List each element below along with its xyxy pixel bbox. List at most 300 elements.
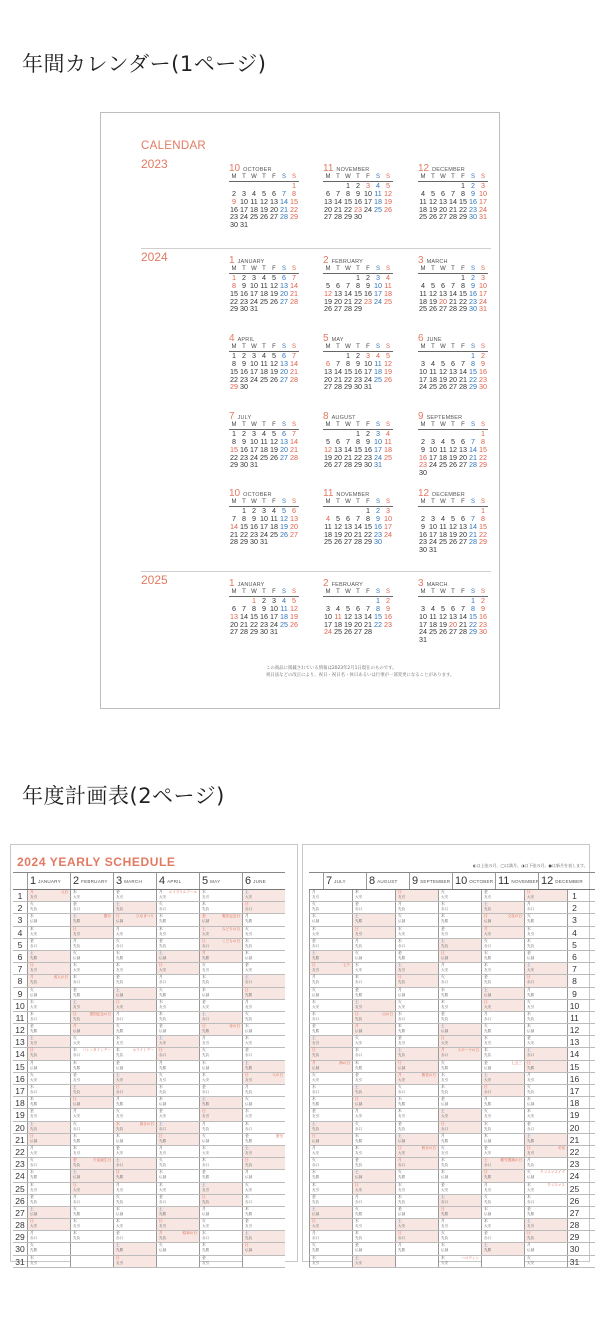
day-number: 8 — [471, 358, 475, 368]
weekday-mark: 水 — [73, 1132, 77, 1138]
day-cell — [242, 927, 285, 938]
weekday-label: T — [239, 344, 249, 352]
weekday-mark: 火 — [398, 1084, 402, 1089]
schedule-day-row — [309, 1122, 595, 1134]
day-cell — [199, 951, 242, 962]
rokuyo-label: 赤口 — [159, 907, 167, 912]
rokuyo-label: 仏滅 — [527, 1175, 535, 1180]
day-number: 6 — [356, 603, 360, 613]
day-number: 17 — [364, 366, 372, 376]
event-label: 元日 — [60, 890, 68, 894]
day-cell — [438, 1195, 481, 1206]
day-cell — [242, 1122, 285, 1133]
rokuyo-label: 先負 — [398, 980, 406, 985]
weekday-label: F — [269, 499, 279, 507]
weekday-mark: 月 — [116, 1181, 120, 1187]
day-number: 15 — [479, 444, 487, 454]
weekday-mark: 日 — [73, 925, 77, 931]
day-number: 9 — [356, 188, 360, 198]
day-number: 26 — [15, 1195, 25, 1206]
day-number: 18 — [384, 444, 392, 454]
day-number: 30 — [240, 304, 248, 314]
day-cell — [113, 902, 156, 913]
day-number: 13 — [354, 611, 362, 621]
day-cell — [156, 1036, 199, 1047]
rokuyo-label: 仏滅 — [116, 1211, 124, 1216]
day-number: 1 — [461, 180, 465, 190]
day-number: 8 — [567, 975, 581, 986]
day-number: 3 — [386, 505, 390, 515]
weekday-label: T — [353, 266, 363, 274]
day-number: 31 — [260, 537, 268, 547]
weekday-mark: 火 — [159, 1157, 163, 1163]
day-number: 4 — [376, 350, 380, 360]
day-cell — [113, 1085, 156, 1096]
day-cell — [309, 1256, 352, 1267]
rokuyo-label: 大安 — [159, 1114, 167, 1119]
day-number: 25 — [260, 452, 268, 462]
day-cell — [156, 939, 199, 950]
month-header — [418, 333, 492, 344]
day-number: 14 — [344, 288, 352, 298]
weekday-mark: 土 — [355, 998, 359, 1004]
day-number: 8 — [232, 358, 236, 368]
day-number: 12 — [429, 288, 437, 298]
weekday-mark: 金 — [398, 1205, 402, 1211]
day-cell — [309, 1085, 352, 1096]
day-number: 20 — [280, 444, 288, 454]
rokuyo-label: 仏滅 — [202, 1138, 210, 1143]
day-cell — [113, 1036, 156, 1047]
day-number: 19 — [449, 452, 457, 462]
day-number: 5 — [386, 180, 390, 190]
day-cell — [481, 1012, 524, 1023]
day-number: 2 — [242, 428, 246, 438]
rokuyo-label: 赤口 — [355, 1126, 363, 1131]
event-label: 成人の日 — [53, 975, 68, 980]
rokuyo-label: 先負 — [159, 1016, 167, 1021]
rokuyo-label: 先負 — [116, 1199, 124, 1204]
rokuyo-label: 友引 — [116, 1114, 124, 1119]
day-cell — [309, 1036, 352, 1047]
day-number: 10 — [419, 366, 427, 376]
weekday-mark: 金 — [202, 998, 206, 1004]
day-number: 13 — [439, 196, 447, 206]
day-cell — [156, 1134, 199, 1145]
month-block — [323, 163, 397, 221]
weekday-label: M — [229, 344, 239, 352]
day-number: 4 — [262, 272, 266, 282]
month-name: DECEMBER — [432, 492, 465, 498]
month-name: MAY — [331, 337, 344, 343]
day-number: 4 — [326, 513, 330, 523]
weekday-mark: 月 — [527, 1157, 531, 1163]
weekday-label: S — [373, 422, 383, 430]
rokuyo-label: 仏滅 — [398, 919, 406, 924]
rokuyo-label: 大安 — [484, 1077, 492, 1082]
day-number: 16 — [354, 196, 362, 206]
rokuyo-label: 大安 — [355, 1187, 363, 1192]
day-number: 24 — [374, 296, 382, 306]
day-number: 9 — [481, 603, 485, 613]
day-number: 26 — [290, 619, 298, 629]
weekday-label: S — [383, 589, 393, 597]
rokuyo-label: 先勝 — [441, 1138, 449, 1143]
day-cell — [352, 1256, 395, 1267]
day-cell — [199, 902, 242, 913]
day-number: 18 — [439, 529, 447, 539]
day-number: 19 — [567, 1109, 581, 1120]
month-name: DECEMBER — [555, 878, 583, 884]
day-cell — [524, 1097, 567, 1108]
weekday-mark: 月 — [355, 1023, 359, 1029]
day-cell — [352, 1195, 395, 1206]
month-day-grid — [418, 266, 492, 313]
day-number: 25 — [280, 619, 288, 629]
day-cell — [199, 1036, 242, 1047]
schedule-day-row — [13, 988, 285, 1000]
rokuyo-label: 大安 — [202, 1150, 210, 1155]
day-number: 5 — [272, 272, 276, 282]
weekday-mark: 金 — [355, 986, 359, 992]
day-number: 15 — [230, 366, 238, 376]
day-cell — [113, 1109, 156, 1120]
day-cell — [199, 1000, 242, 1011]
event-label: こどもの日 — [222, 938, 240, 943]
day-cell — [27, 914, 70, 925]
rokuyo-label: 友引 — [30, 1260, 38, 1265]
day-number: 13 — [280, 280, 288, 290]
rokuyo-label: 先勝 — [202, 1175, 210, 1180]
weekday-mark: 土 — [30, 1035, 34, 1041]
weekday-mark: 木 — [527, 1193, 531, 1199]
day-number: 28 — [567, 1219, 581, 1230]
weekday-mark: 土 — [202, 1181, 206, 1187]
weekday-label: S — [468, 589, 478, 597]
weekday-mark: 土 — [245, 1059, 249, 1065]
weekday-mark: 金 — [73, 986, 77, 992]
day-cell — [524, 1085, 567, 1096]
day-number: 5 — [272, 350, 276, 360]
weekday-mark: 金 — [30, 937, 34, 943]
month-number: 9 — [412, 875, 419, 887]
day-number: 16 — [240, 444, 248, 454]
weekday-label: M — [418, 266, 428, 274]
day-number: 19 — [384, 366, 392, 376]
day-cell — [27, 890, 70, 901]
month-name: FEBRUARY — [81, 878, 108, 884]
weekday-mark: 水 — [159, 913, 163, 919]
rokuyo-label: 大安 — [527, 1041, 535, 1046]
rokuyo-label: 先勝 — [202, 1102, 210, 1107]
rokuyo-label: 赤口 — [484, 1236, 492, 1241]
rokuyo-label: 仏滅 — [245, 955, 253, 960]
weekday-mark: 月 — [441, 962, 445, 968]
weekday-mark: 火 — [441, 974, 445, 980]
day-number: 29 — [364, 537, 372, 547]
weekday-label: S — [279, 344, 289, 352]
day-cell — [242, 1048, 285, 1059]
rokuyo-label: 先負 — [441, 1090, 449, 1094]
weekday-mark: 土 — [202, 925, 206, 931]
day-cell — [352, 914, 395, 925]
day-number: 7 — [471, 436, 475, 446]
day-number: 29 — [354, 304, 362, 314]
day-number: 24 — [479, 204, 487, 214]
weekday-label: M — [418, 422, 428, 430]
weekday-label: T — [448, 589, 458, 597]
day-number: 20 — [354, 619, 362, 629]
rokuyo-label: 先勝 — [116, 955, 124, 960]
rokuyo-label: 友引 — [441, 1150, 449, 1155]
day-cell — [524, 1256, 567, 1267]
event-label: 敬老の日 — [421, 1072, 436, 1077]
month-column-header — [27, 873, 70, 889]
weekday-mark: 金 — [30, 1193, 34, 1199]
day-number: 1 — [567, 890, 581, 901]
day-number: 6 — [461, 513, 465, 523]
day-number: 16 — [364, 444, 372, 454]
year-label-2023: 2023 — [141, 157, 168, 171]
day-cell — [242, 1000, 285, 1011]
month-header — [323, 163, 397, 174]
weekday-label: S — [289, 422, 299, 430]
rokuyo-label: 先負 — [73, 1236, 81, 1241]
day-number: 3 — [366, 180, 370, 190]
day-number: 20 — [334, 296, 342, 306]
day-number: 29 — [230, 382, 238, 392]
day-number: 16 — [419, 529, 427, 539]
rokuyo-label: 赤口 — [312, 1016, 320, 1021]
day-number: 22 — [567, 1146, 581, 1157]
weekday-label: S — [383, 266, 393, 274]
rokuyo-label: 赤口 — [312, 1163, 320, 1168]
day-number: 9 — [366, 280, 370, 290]
day-number: 6 — [336, 280, 340, 290]
day-cell — [352, 1207, 395, 1218]
day-cell — [70, 927, 113, 938]
rokuyo-label: 大安 — [484, 1150, 492, 1155]
day-number: 28 — [290, 374, 298, 384]
weekday-label: T — [448, 422, 458, 430]
day-cell — [438, 1012, 481, 1023]
weekday-mark: 日 — [355, 925, 359, 931]
day-cell — [524, 988, 567, 999]
month-number: 6 — [418, 333, 424, 344]
weekday-mark: 金 — [202, 913, 206, 919]
schedule-day-row — [309, 1158, 595, 1170]
weekday-mark: 水 — [312, 1084, 316, 1089]
weekday-label: M — [229, 422, 239, 430]
rokuyo-label: 友引 — [30, 1114, 38, 1119]
weekday-label: W — [249, 589, 259, 597]
day-number: 9 — [421, 521, 425, 531]
day-number: 9 — [421, 444, 425, 454]
day-number: 25 — [439, 537, 447, 547]
day-number: 23 — [354, 204, 362, 214]
day-cell — [27, 1048, 70, 1059]
day-number: 11 — [324, 521, 332, 531]
day-number: 7 — [292, 350, 296, 360]
day-number: 27 — [334, 304, 342, 314]
day-cell — [395, 902, 438, 913]
day-number: 15 — [15, 1061, 25, 1072]
rokuyo-label: 大安 — [30, 1077, 38, 1082]
rokuyo-label: 友引 — [398, 1041, 406, 1046]
weekday-mark: 水 — [312, 998, 316, 1004]
month-number: 10 — [229, 488, 241, 499]
day-number: 12 — [260, 196, 268, 206]
weekday-label: W — [438, 266, 448, 274]
weekday-mark: 木 — [441, 1254, 445, 1260]
rokuyo-label: 先負 — [312, 980, 320, 985]
day-cell — [309, 914, 352, 925]
rokuyo-label: 先負 — [245, 943, 253, 948]
rokuyo-label: 大安 — [441, 1041, 449, 1046]
weekday-mark: 月 — [398, 901, 402, 907]
day-cell — [27, 1061, 70, 1072]
day-number: 6 — [282, 428, 286, 438]
day-cell — [524, 927, 567, 938]
weekday-mark: 月 — [159, 974, 163, 980]
day-number: 1 — [461, 272, 465, 282]
day-cell — [242, 1073, 285, 1084]
day-cell — [524, 963, 567, 974]
rokuyo-label: 大安 — [527, 1114, 535, 1119]
day-number: 29 — [459, 304, 467, 314]
month-block — [229, 255, 303, 313]
weekday-mark: 月 — [30, 1144, 34, 1150]
weekday-label: T — [259, 499, 269, 507]
day-cell — [395, 1012, 438, 1023]
schedule-day-row — [309, 1134, 595, 1146]
month-header — [323, 411, 397, 422]
day-cell — [481, 890, 524, 901]
rokuyo-label: 友引 — [202, 1041, 210, 1046]
day-number: 19 — [334, 529, 342, 539]
day-cell — [395, 1000, 438, 1011]
rokuyo-label: 仏滅 — [202, 1065, 210, 1070]
weekday-label: W — [343, 266, 353, 274]
day-cell — [352, 963, 395, 974]
day-number: 8 — [356, 280, 360, 290]
rokuyo-label: 先負 — [202, 907, 210, 912]
rokuyo-label: 先勝 — [484, 1102, 492, 1107]
weekday-mark: 土 — [441, 1023, 445, 1029]
weekday-mark: 水 — [116, 1120, 120, 1126]
rokuyo-label: 先勝 — [202, 1029, 210, 1034]
day-cell — [438, 1048, 481, 1059]
day-number: 2 — [471, 272, 475, 282]
day-number: 12 — [567, 1024, 581, 1035]
month-day-grid — [323, 174, 397, 221]
weekday-mark: 木 — [484, 962, 488, 968]
weekday-mark: 金 — [159, 1193, 163, 1199]
day-number: 30 — [479, 382, 487, 392]
weekday-mark: 金 — [484, 1144, 488, 1150]
weekday-mark: 水 — [398, 925, 402, 931]
day-number: 4 — [17, 927, 23, 938]
weekday-mark: 火 — [116, 1108, 120, 1114]
month-block — [418, 411, 492, 477]
day-cell — [352, 1085, 395, 1096]
day-number: 8 — [481, 513, 485, 523]
weekday-mark: 木 — [355, 1230, 359, 1236]
weekday-mark: 火 — [30, 986, 34, 992]
day-number: 3 — [326, 603, 330, 613]
month-name: SEPTEMBER — [420, 878, 451, 884]
day-number: 10 — [364, 358, 372, 368]
day-cell — [481, 1000, 524, 1011]
day-number: 10 — [260, 513, 268, 523]
day-number: 26 — [429, 304, 437, 314]
day-cell — [481, 1024, 524, 1035]
month-block — [229, 411, 303, 469]
day-cell — [481, 1036, 524, 1047]
weekday-mark: 火 — [312, 1071, 316, 1077]
day-number: 29 — [344, 212, 352, 222]
schedule-day-row — [309, 1183, 595, 1195]
day-cell — [113, 1097, 156, 1108]
schedule-day-row — [13, 1243, 285, 1255]
schedule-day-row — [309, 1170, 595, 1182]
weekday-mark: 火 — [245, 1010, 249, 1016]
rokuyo-label: 仏滅 — [441, 1175, 449, 1180]
rokuyo-label: 大安 — [355, 1041, 363, 1046]
rokuyo-label: 大安 — [245, 895, 253, 899]
month-name: OCTOBER — [243, 167, 272, 173]
rokuyo-label: 赤口 — [73, 1199, 81, 1204]
day-number: 21 — [290, 444, 298, 454]
day-cell — [113, 1134, 156, 1145]
day-cell — [199, 939, 242, 950]
rokuyo-label: 友引 — [202, 1260, 210, 1265]
day-number: 13 — [280, 436, 288, 446]
day-cell — [309, 951, 352, 962]
day-number: 1 — [471, 350, 475, 360]
day-number: 10 — [567, 1000, 581, 1011]
month-block — [418, 578, 492, 644]
weekday-mark: 金 — [441, 925, 445, 931]
rokuyo-label: 大安 — [312, 1150, 320, 1155]
weekday-label: F — [363, 422, 373, 430]
day-cell — [352, 1000, 395, 1011]
month-number: 3 — [116, 875, 123, 887]
day-number: 31 — [270, 627, 278, 637]
rokuyo-label: 先勝 — [159, 1138, 167, 1143]
day-number: 14 — [364, 611, 372, 621]
weekday-mark: 日 — [312, 962, 316, 968]
day-cell — [438, 1207, 481, 1218]
rokuyo-label: 赤口 — [159, 1199, 167, 1204]
day-number: 20 — [567, 1122, 581, 1133]
day-number: 19 — [324, 296, 332, 306]
day-cell — [438, 1134, 481, 1145]
weekday-mark: 土 — [355, 1169, 359, 1175]
day-number: 12 — [270, 280, 278, 290]
weekday-label: W — [438, 344, 448, 352]
day-cell — [113, 1048, 156, 1059]
day-cell — [395, 1061, 438, 1072]
weekday-label: S — [289, 174, 299, 182]
rokuyo-label: 先勝 — [245, 992, 253, 997]
weekday-mark: 日 — [527, 1144, 531, 1150]
schedule-day-row — [309, 1000, 595, 1012]
weekday-mark: 月 — [355, 1108, 359, 1114]
rokuyo-label: 友引 — [527, 931, 535, 936]
day-number: 14 — [469, 521, 477, 531]
day-number: 27 — [230, 627, 238, 637]
